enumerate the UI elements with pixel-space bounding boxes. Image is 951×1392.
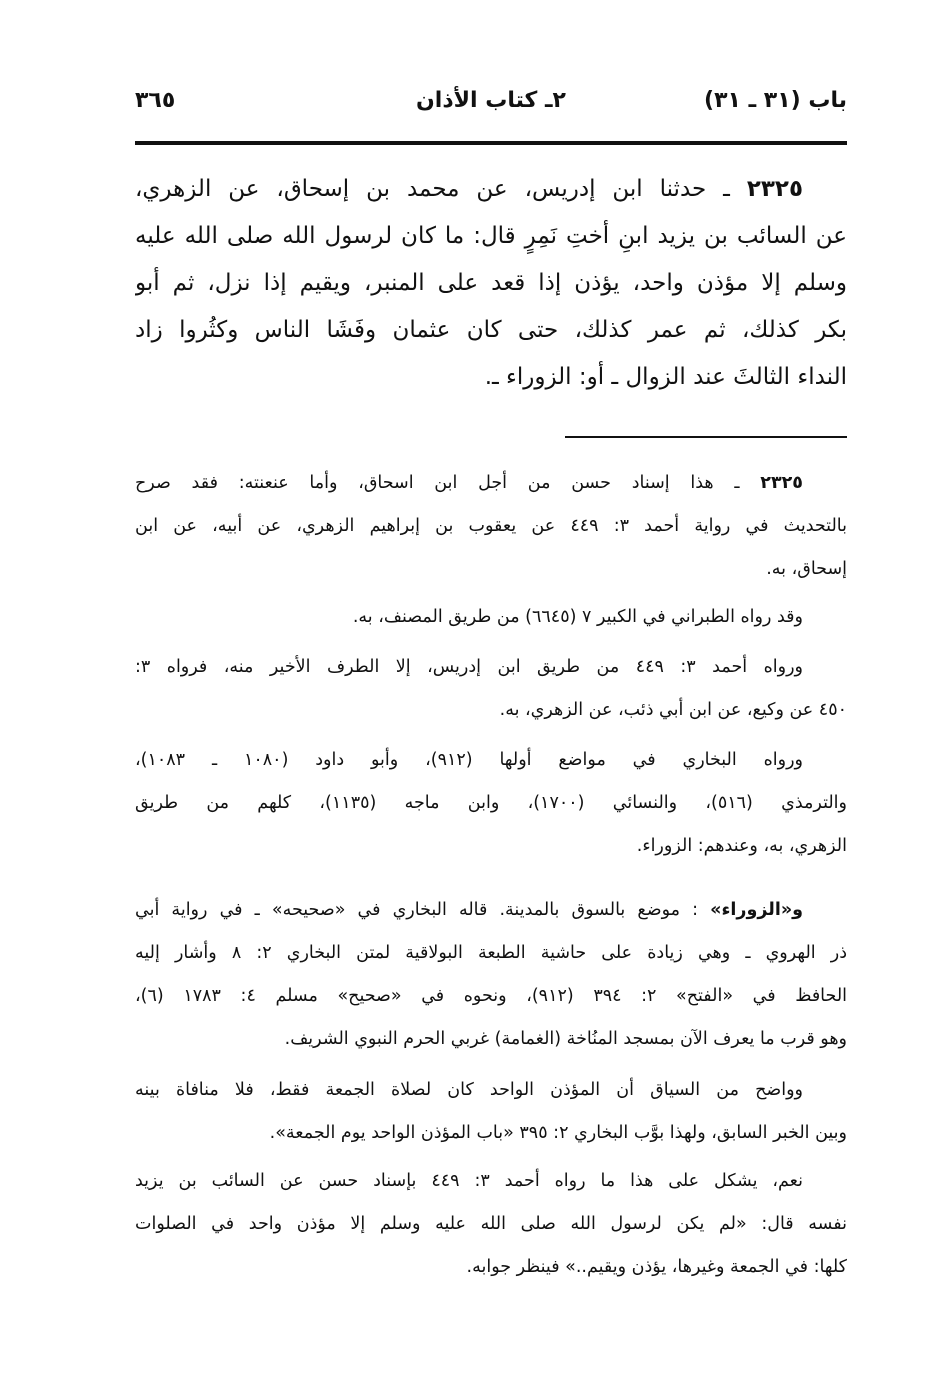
footnote-1 — [135, 462, 847, 591]
page-number: ٣٦٥ — [135, 88, 176, 113]
footnote-line: نفسه قال: «لم يكن لرسول الله صلى الله عليه وسلم إلا مؤذن واحد في الصلوات — [135, 1214, 847, 1234]
footnote-line: وهو قرب ما يعرف الآن بمسجد المنُاخة (الغمامة) غربي الحرم النبوي الشريف. — [284, 1029, 847, 1049]
footnote-line — [135, 462, 847, 505]
footnote-line: ذر الهروي ـ وهي زيادة على حاشية الطبعة البولاقية لمتن البخاري ٢: ٨ وأشار إليه — [135, 943, 847, 963]
footnote-line: الزهري، به، وعندهم: الزوراء. — [636, 836, 847, 856]
footnote-5 — [135, 889, 847, 1061]
hadith-line: وسلم إلا مؤذن واحد، يؤذن إذا قعد على المنبر، ويقيم إذا نزل، ثم أبو — [135, 270, 847, 296]
footnote-line: وواضح من السياق أن المؤذن الواحد كان لصلاة الجمعة فقط، فلا منافاة بينه — [135, 1080, 803, 1100]
hadith-line: النداء الثالثَ عند الزوال ـ أو: الزوراء ـ. — [484, 364, 847, 390]
footnote-line: ورواه البخاري في مواضع أولها (٩١٢)، وأبو داود (١٠٨٠ ـ ١٠٨٣)، — [135, 750, 803, 770]
running-header — [135, 82, 847, 122]
footnote-line: نعم، يشكل على هذا ما رواه أحمد ٣: ٤٤٩ بإسناد حسن عن السائب بن يزيد — [135, 1171, 803, 1191]
footnote-line: الحافظ في «الفتح» ٢: ٣٩٤ (٩١٢)، ونحوه في «صحيح» مسلم ٤: ١٧٨٣ (٦)، — [135, 986, 847, 1006]
hadith-line: بكر كذلك، ثم عمر كذلك، حتى كان عثمان وفَشَا الناس وكثُروا زاد — [135, 317, 847, 343]
hadith-text — [135, 166, 847, 401]
footnote-line — [135, 889, 847, 932]
footnote-line: إسحاق، به. — [766, 559, 847, 579]
footnote-6 — [135, 1069, 847, 1155]
footnote-line: وقد رواه الطبراني في الكبير ٧ (٦٦٤٥) من طريق المصنف، به. — [352, 607, 803, 627]
hadith-line-text: ـ حدثنا ابن إدريس، عن محمد بن إسحاق، عن الزهري، — [135, 176, 730, 202]
footnote-4 — [135, 739, 847, 868]
footnote-line: ورواه أحمد ٣: ٤٤٩ من طريق ابن إدريس، إلا الطرف الأخير منه، فرواه ٣: — [135, 657, 803, 677]
footnote-line-text: : موضع بالسوق بالمدينة. قاله البخاري في «صحيحه» ـ في رواية أبي — [135, 900, 699, 920]
term-zawraa: و«الزوراء» — [710, 900, 803, 920]
footnote-line: بالتحديث في رواية أحمد ٣: ٤٤٩ عن يعقوب بن إبراهيم الزهري، عن أبيه، عن ابن — [135, 516, 847, 536]
footnote-3 — [135, 646, 847, 732]
book-title: ٢ـ كتاب الأذان — [416, 88, 566, 113]
hadith-line: عن السائب بن يزيد ابنِ أختِ نَمِرٍ قال: ما كان لرسول الله صلى الله عليه — [135, 223, 847, 249]
footnote-line-text: ـ هذا إسناد حسن من أجل ابن اسحاق، وأما عنعنته: فقد صرح — [135, 473, 740, 493]
footnote-number: ٢٣٢٥ — [760, 473, 803, 493]
footnote-2 — [135, 596, 847, 639]
header-rule — [135, 141, 847, 145]
footnote-line: وبين الخبر السابق، ولهذا بوَّب البخاري ٢: ٣٩٥ «باب المؤذن الواحد يوم الجمعة». — [269, 1123, 847, 1143]
footnote-line: كلها: في الجمعة وغيرها، يؤذن ويقيم..» فينظر جوابه. — [466, 1257, 847, 1277]
hadith-line — [135, 166, 847, 213]
chapter-reference: باب (٣١ ـ ٣١) — [704, 88, 847, 113]
footnote-separator — [565, 436, 847, 438]
footnote-7 — [135, 1160, 847, 1289]
footnote-line: والترمذي (٥١٦)، والنسائي (١٧٠٠)، وابن ماجه (١١٣٥)، كلهم من طريق — [135, 793, 847, 813]
hadith-number: ٢٣٢٥ — [746, 176, 803, 202]
footnote-line: ٤٥٠ عن وكيع، عن ابن أبي ذئب، عن الزهري، به. — [499, 700, 847, 720]
